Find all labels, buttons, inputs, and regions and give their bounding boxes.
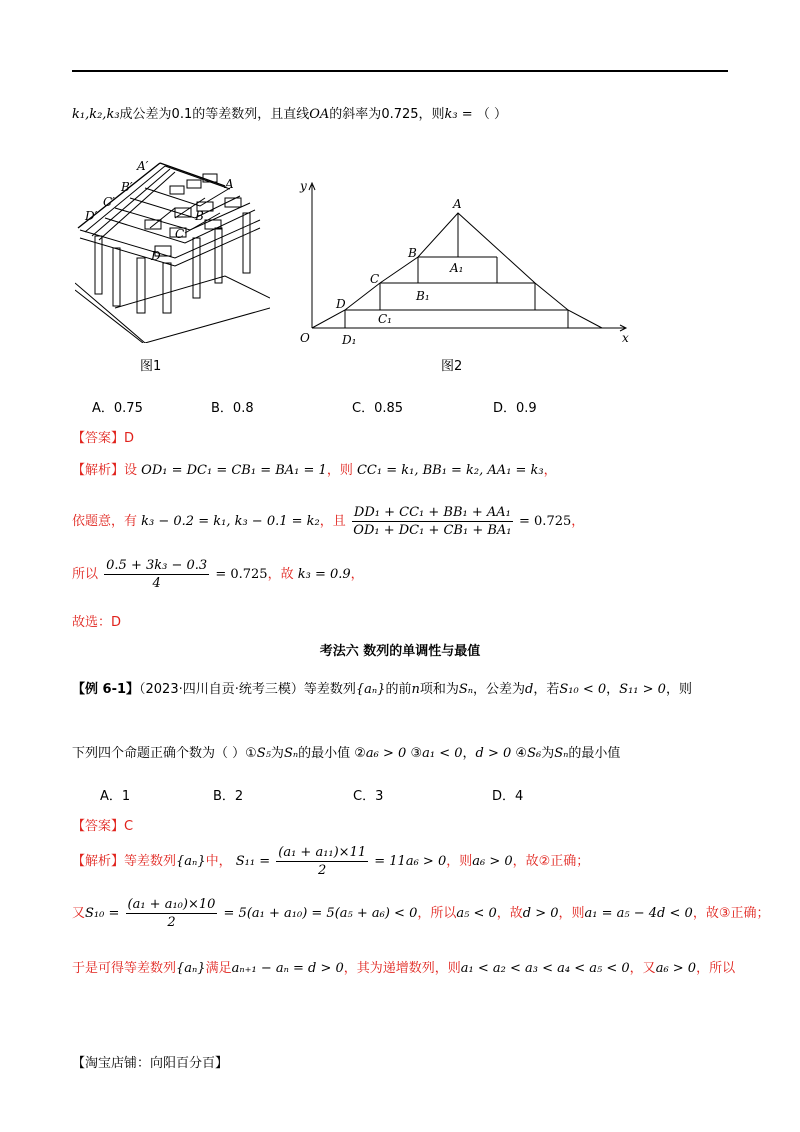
ex-option-a: A．1 <box>100 789 131 804</box>
analysis-line-2: 依题意，有 k₃ − 0.2 = k₁, k₃ − 0.1 = k₂，且 $\frac{\text{DD₁ + CC₁ + BB₁ + AA₁}}{\text{OD₁ + DC₁ + CB₁ + BA₁}}$ = 0.725， <box>72 505 585 538</box>
fig1-label-b: B <box>195 209 204 223</box>
fraction-s10: $\frac{\text{(a₁ + a₁₀)×10}}{2}$ <box>127 897 216 930</box>
answer-value: D <box>124 431 135 446</box>
fig1-label-ap: A′ <box>137 159 149 173</box>
math-k3: k₃ = <box>444 107 473 122</box>
ex-analysis-line-3: 于是可得等差数列{aₙ}满足aₙ₊₁ − aₙ = d > 0，其为递增数列，则a₁ < a₂ < a₃ < a₄ < a₅ < 0，又a₆ > 0，所以 <box>72 961 736 976</box>
figure-1-roof-structure <box>75 158 270 343</box>
option-a: A．0.75 <box>92 401 143 416</box>
fig2-label-a: A <box>453 197 462 211</box>
ex-option-c: C．3 <box>353 789 384 804</box>
fig2-label-b: B <box>408 246 417 260</box>
fig2-label-a1: A₁ <box>450 261 464 275</box>
footer-shop: 【淘宝店铺：向阳百分百】 <box>72 1056 229 1071</box>
answer-line: 【答案】D <box>72 431 135 446</box>
fig2-label-y: y <box>300 179 307 193</box>
fig1-label-c: C <box>175 227 185 241</box>
question-stem: k₁,k₂,k₃成公差为0.1的等差数列，且直线OA的斜率为0.725，则k₃ = （ ） <box>72 107 507 122</box>
ex-analysis-line-1: 【解析】等差数列{aₙ}中， S₁₁ = $\frac{\text{(a₁ + a₁₁)×11}}{2}$ = 11a₆ > 0，则a₆ > 0，故②正确； <box>72 845 590 878</box>
fig2-label-d1: D₁ <box>342 333 357 347</box>
analysis-conclusion: 故选：D <box>72 615 122 630</box>
figure-2-caption: 图2 <box>441 359 463 374</box>
analysis-line-3: 所以 $\frac{\text{0.5 + 3k₃ − 0.3}}{4}$ = 0.725，故 k₃ = 0.9， <box>72 558 364 591</box>
analysis-line-1: 【解析】设 OD₁ = DC₁ = CB₁ = BA₁ = 1，则 CC₁ = k₁, BB₁ = k₂, AA₁ = k₃， <box>72 463 557 478</box>
fig1-label-cp: C′ <box>103 195 115 209</box>
fig2-label-c: C <box>370 272 380 286</box>
fig2-label-x: x <box>622 331 629 345</box>
option-c: C．0.85 <box>352 401 404 416</box>
fig2-label-d: D <box>336 297 346 311</box>
ex-answer-value: C <box>124 819 134 834</box>
figure-1-caption: 图1 <box>140 359 162 374</box>
section-title: 考法六 数列的单调性与最值 <box>319 644 481 659</box>
option-b: B．0.8 <box>211 401 254 416</box>
example-6-1-line-1: 【例 6-1】（2023·四川自贡·统考三模）等差数列{aₙ}的前n项和为Sₙ，公差为d，若S₁₀ < 0，S₁₁ > 0，则 <box>72 682 692 697</box>
ex-analysis-line-2: 又S₁₀ = $\frac{\text{(a₁ + a₁₀)×10}}{2}$ = 5(a₁ + a₁₀) = 5(a₅ + a₆) < 0，所以a₅ < 0，故d > 0，则a₁ = a₅ − 4d < 0，故③正确； <box>72 897 770 930</box>
ex-answer-line: 【答案】C <box>72 819 134 834</box>
figure-2-coordinate-diagram <box>290 170 635 350</box>
ex-option-d: D．4 <box>492 789 524 804</box>
fig2-label-c1: C₁ <box>378 312 392 326</box>
fraction-ratio: $\frac{\text{DD₁ + CC₁ + BB₁ + AA₁}}{\text{OD₁ + DC₁ + CB₁ + BA₁}}$ <box>353 505 512 538</box>
fraction-k3: $\frac{\text{0.5 + 3k₃ − 0.3}}{4}$ <box>106 558 208 591</box>
ex-option-b: B．2 <box>213 789 244 804</box>
option-d: D．0.9 <box>493 401 537 416</box>
fraction-s11: $\frac{\text{(a₁ + a₁₁)×11}}{2}$ <box>278 845 367 878</box>
header-rule <box>72 70 728 72</box>
math-k-seq: k₁,k₂,k₃ <box>72 107 120 122</box>
fig1-label-d: D <box>151 249 161 263</box>
example-6-1-line-2: 下列四个命题正确个数为（ ）①S₅为Sₙ的最小值 ②a₆ > 0 ③a₁ < 0，d > 0 ④S₆为Sₙ的最小值 <box>72 746 621 761</box>
fig1-label-dp: D′ <box>85 209 98 223</box>
fig2-label-b1: B₁ <box>416 289 430 303</box>
fig2-label-o: O <box>300 331 310 345</box>
fig1-label-a: A <box>225 177 234 191</box>
fig1-label-bp: B′ <box>121 180 133 194</box>
math-oa: OA <box>309 107 330 122</box>
